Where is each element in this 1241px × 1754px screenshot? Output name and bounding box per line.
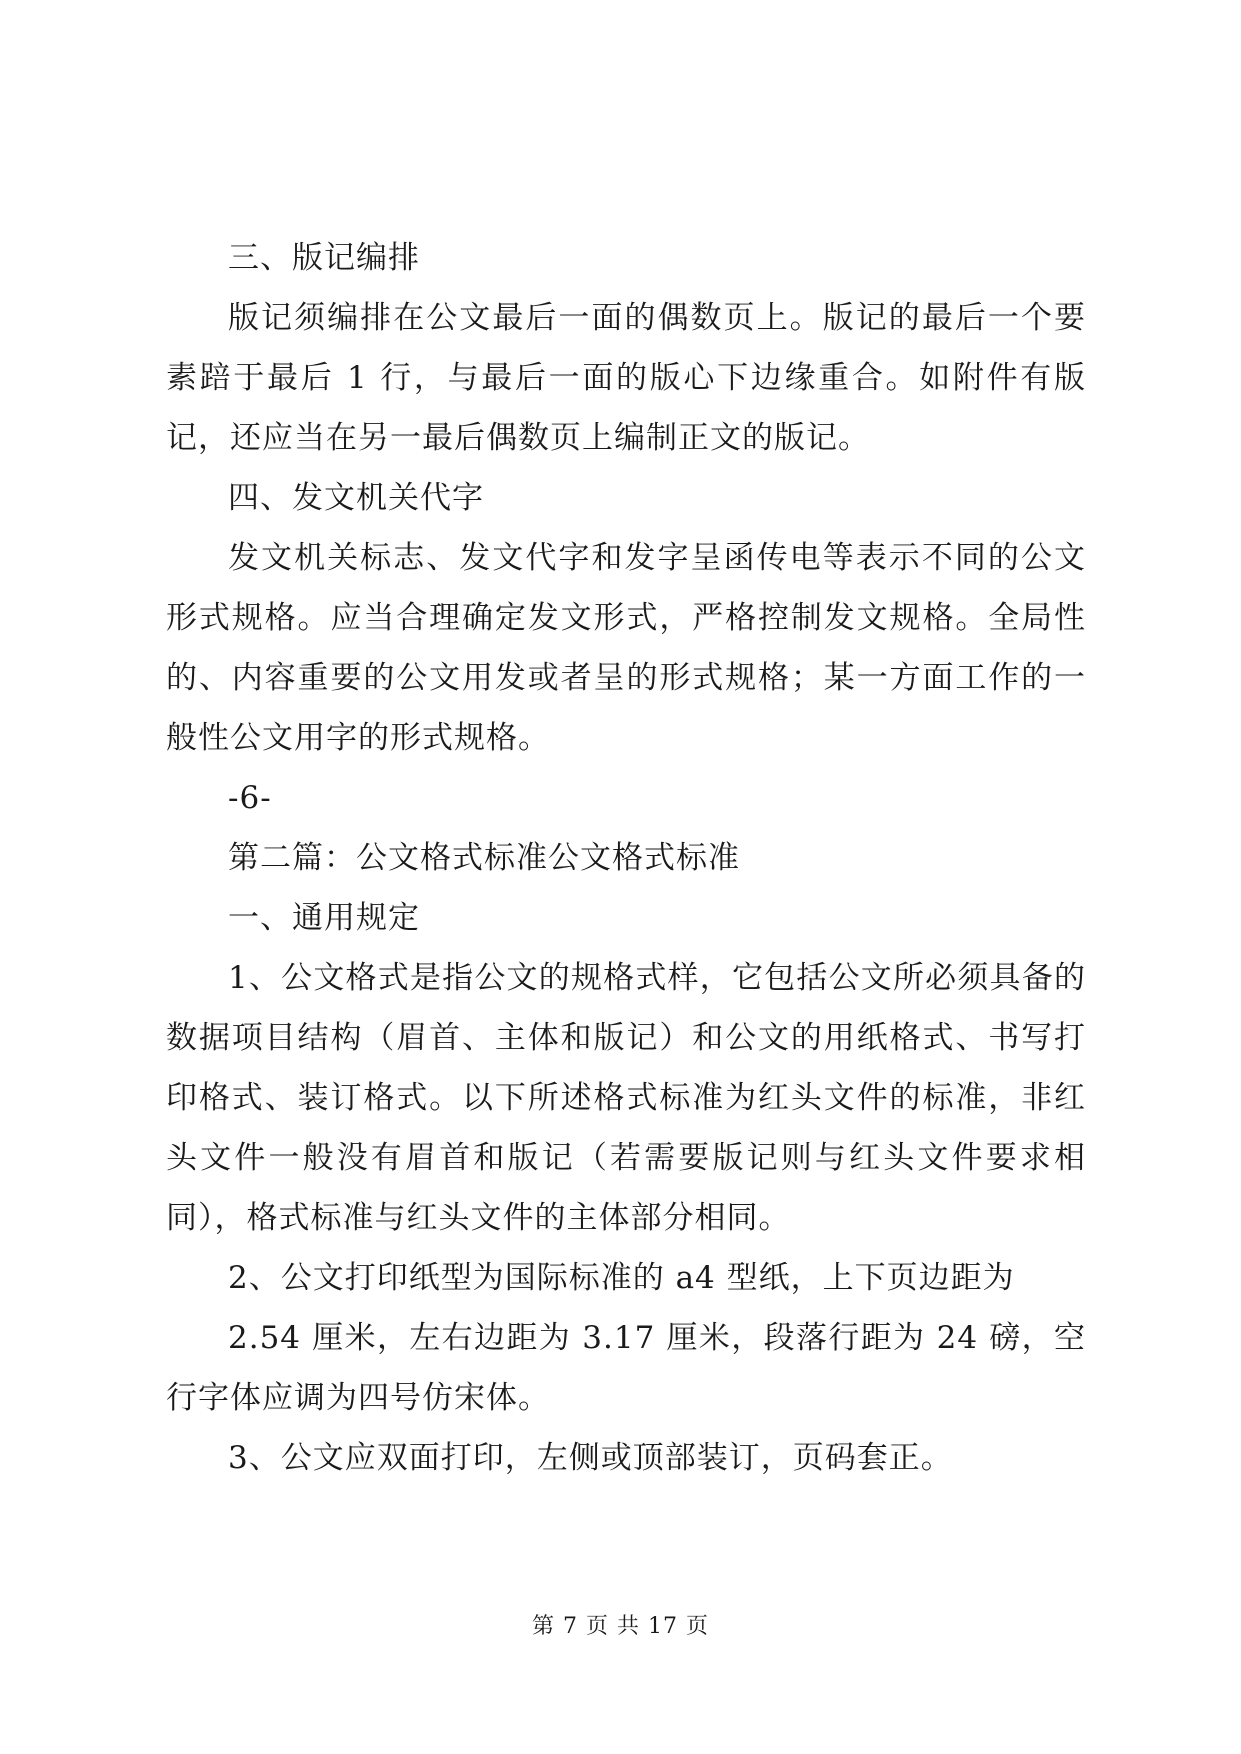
paragraph-daizi: 发文机关标志、发文代字和发字呈函传电等表示不同的公文形式规格。应当合理确定发文形式，严格控制发文规格。全局性的、内容重要的公文用发或者呈的形式规格；某一方面工作的一般性公文用字的形式规格。 [166, 540, 1086, 756]
page-marker: -6- [228, 780, 272, 816]
paragraph-banji: 版记须编排在公文最后一面的偶数页上。版记的最后一个要素踣于最后 1 行，与最后一面的版心下边缘重合。如附件有版记，还应当在另一最后偶数页上编制正文的版记。 [166, 300, 1086, 456]
paragraph-printing: 3、公文应双面打印，左侧或顶部装订，页码套正。 [228, 1440, 953, 1476]
section-heading-banji: 三、版记编排 [228, 240, 420, 276]
section-heading-general: 一、通用规定 [228, 900, 420, 936]
chapter-heading: 第二篇：公文格式标准公文格式标准 [228, 840, 740, 876]
document-body [166, 228, 1086, 1488]
paragraph-format-definition: 1、公文格式是指公文的规格式样，它包括公文所必须具备的数据项目结构（眉首、主体和版记）和公文的用纸格式、书写打印格式、装订格式。以下所述格式标准为红头文件的标准，非红头文件一般没有眉首和版记（若需要版记则与红头文件要求相同），格式标准与红头文件的主体部分相同。 [166, 960, 1086, 1236]
paragraph-paper-type: 2、公文打印纸型为国际标准的 a4 型纸，上下页边距为 [228, 1260, 1015, 1296]
page-number-footer: 第 7 页 共 17 页 [532, 1614, 709, 1639]
paragraph-margins: 2.54 厘米，左右边距为 3.17 厘米，段落行距为 24 磅，空行字体应调为四号仿宋体。 [166, 1320, 1086, 1416]
section-heading-daizi: 四、发文机关代字 [228, 480, 484, 516]
